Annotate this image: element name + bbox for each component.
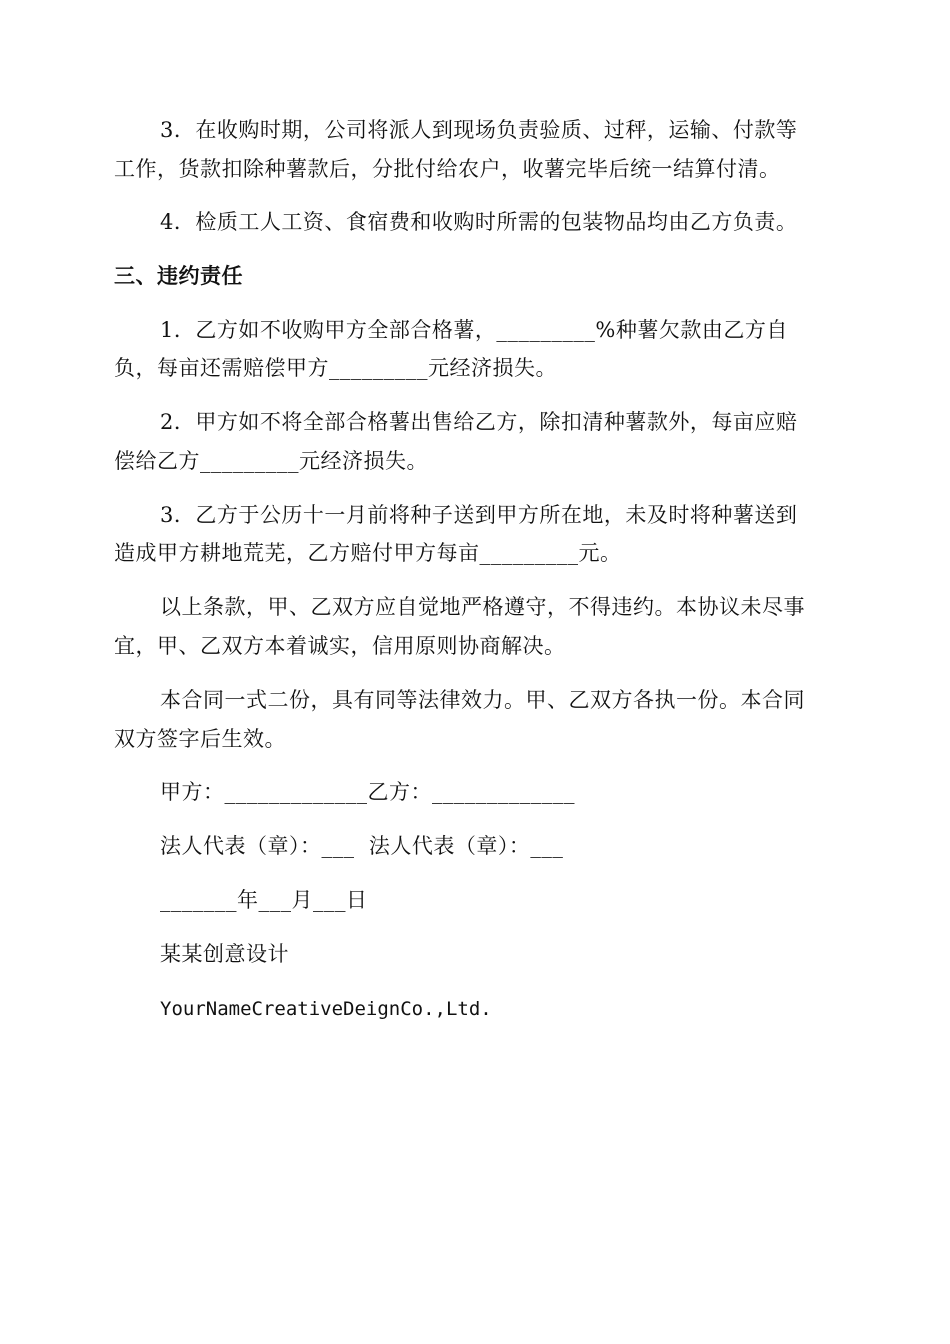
clause-3-line-1: 3．在收购时期，公司将派人到现场负责验质、过秤，运输、付款等 bbox=[160, 118, 798, 142]
company-name-cn: 某某创意设计 bbox=[160, 942, 289, 966]
closing-para-2-line-1: 本合同一式二份，具有同等法律效力。甲、乙双方各执一份。本合同 bbox=[160, 688, 805, 712]
closing-para-1-line-2: 宜，甲、乙双方本着诚实，信用原则协商解决。 bbox=[114, 634, 566, 658]
signature-parties: 甲方：_____________乙方：_____________ bbox=[160, 780, 575, 804]
company-name-en: YourNameCreativeDeignCo.,Ltd. bbox=[160, 998, 492, 1020]
breach-item-2-line-1: 2．甲方如不将全部合格薯出售给乙方，除扣清种薯款外，每亩应赔 bbox=[160, 410, 798, 434]
closing-para-1-line-1: 以上条款，甲、乙双方应自觉地严格遵守，不得违约。本协议未尽事 bbox=[160, 595, 805, 619]
clause-4-line-1: 4．检质工人工资、食宿费和收购时所需的包装物品均由乙方负责。 bbox=[160, 210, 798, 234]
signature-representatives: 法人代表（章）：___ 法人代表（章）：___ bbox=[160, 834, 564, 858]
breach-item-3-line-1: 3．乙方于公历十一月前将种子送到甲方所在地，未及时将种薯送到 bbox=[160, 503, 798, 527]
clause-3-line-2: 工作，货款扣除种薯款后，分批付给农户，收薯完毕后统一结算付清。 bbox=[114, 157, 781, 181]
section-heading-breach: 三、违约责任 bbox=[114, 264, 243, 288]
breach-item-1-line-1: 1．乙方如不收购甲方全部合格薯，_________%种薯欠款由乙方自 bbox=[160, 318, 788, 342]
signature-date: _______年___月___日 bbox=[160, 888, 368, 912]
closing-para-2-line-2: 双方签字后生效。 bbox=[114, 727, 286, 751]
breach-item-2-line-2: 偿给乙方_________元经济损失。 bbox=[114, 449, 428, 473]
breach-item-3-line-2: 造成甲方耕地荒芜，乙方赔付甲方每亩_________元。 bbox=[114, 541, 622, 565]
breach-item-1-line-2: 负，每亩还需赔偿甲方_________元经济损失。 bbox=[114, 356, 557, 380]
